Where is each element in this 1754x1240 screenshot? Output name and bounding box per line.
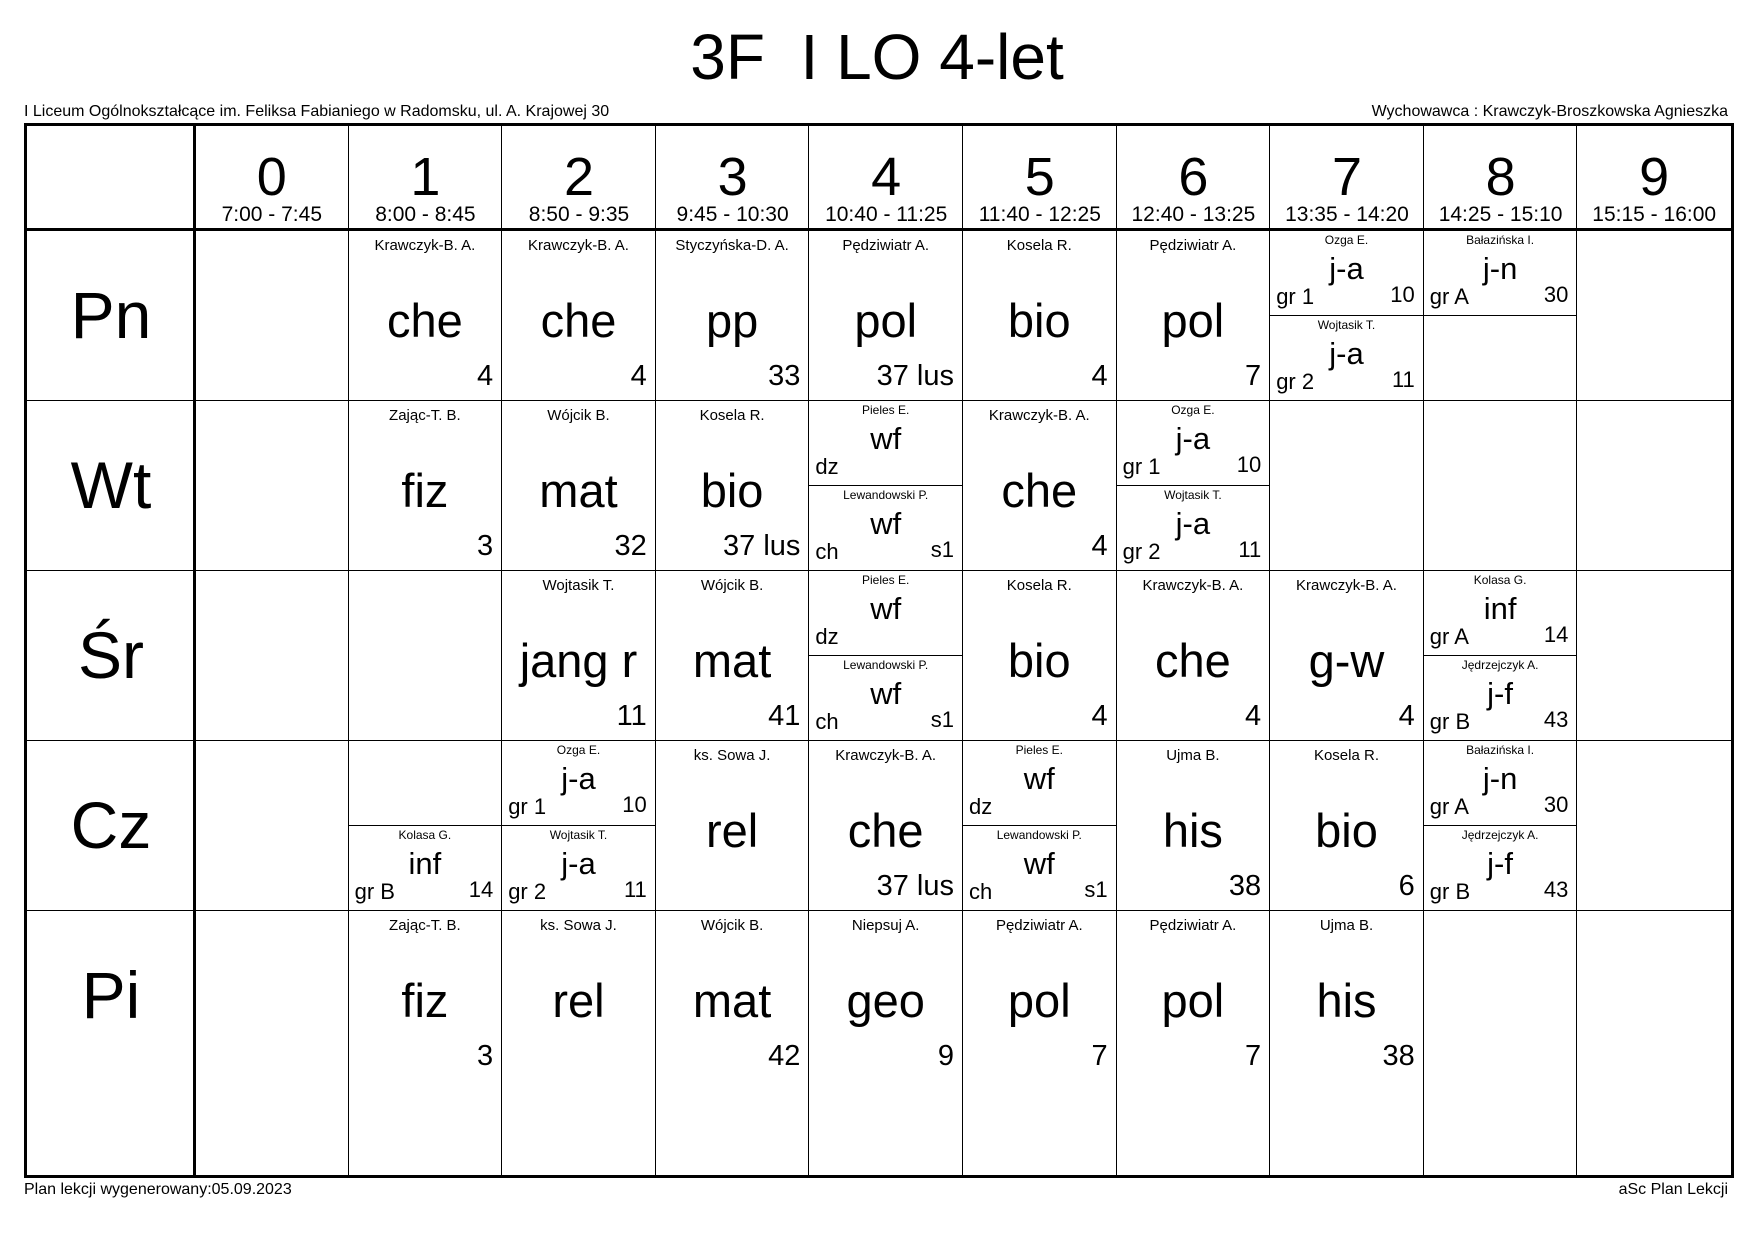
subject-label: his bbox=[1316, 974, 1377, 1027]
room-number: 30 bbox=[1543, 792, 1569, 817]
teacher-name: Wojtasik T. bbox=[549, 828, 608, 842]
lesson-cell[interactable] bbox=[1117, 570, 1270, 740]
room-number: 4 bbox=[1398, 700, 1415, 732]
teacher-name: Pieles E. bbox=[1015, 743, 1063, 757]
subject-label: rel bbox=[552, 974, 605, 1027]
period-time: 14:25 - 15:10 bbox=[1438, 203, 1563, 226]
lesson-cell[interactable] bbox=[502, 400, 655, 570]
teacher-name: Krawczyk-B. A. bbox=[1142, 577, 1244, 594]
subject-label: che bbox=[387, 294, 463, 347]
period-time: 7:00 - 7:45 bbox=[221, 203, 322, 226]
room-number: 9 bbox=[937, 1040, 954, 1072]
group-label: gr 1 bbox=[1122, 454, 1161, 479]
room-number: s1 bbox=[930, 537, 954, 562]
subject-label: fiz bbox=[401, 464, 449, 517]
period-header bbox=[656, 126, 810, 230]
lesson-cell[interactable] bbox=[1117, 740, 1270, 910]
lesson-cell[interactable] bbox=[963, 910, 1116, 1080]
subject-label: che bbox=[540, 294, 617, 347]
room-number: 4 bbox=[1091, 530, 1108, 562]
subject-label: che bbox=[1155, 634, 1231, 687]
period-time: 12:40 - 13:25 bbox=[1131, 203, 1256, 226]
teacher-name: Bałazińska I. bbox=[1466, 743, 1535, 757]
room-number: 38 bbox=[1382, 1040, 1415, 1072]
teacher-name: Kolasa G. bbox=[398, 828, 452, 842]
subject-label: g-w bbox=[1308, 634, 1385, 687]
room-number: 11 bbox=[1391, 367, 1415, 392]
lesson-cell-half[interactable] bbox=[963, 740, 1116, 825]
room-number: 14 bbox=[1543, 622, 1569, 647]
teacher-name: Zając-T. B. bbox=[389, 917, 461, 934]
teacher-name: Pędziwiatr A. bbox=[842, 237, 930, 254]
teacher-name: Pędziwiatr A. bbox=[1149, 917, 1237, 934]
subject-label: che bbox=[847, 804, 924, 857]
period-time: 8:00 - 8:45 bbox=[375, 203, 476, 226]
period-number: 6 bbox=[1178, 147, 1209, 207]
group-label: gr 2 bbox=[1122, 539, 1161, 564]
period-number: 1 bbox=[410, 147, 441, 207]
lesson-cell[interactable] bbox=[349, 400, 502, 570]
subject-label: bio bbox=[1007, 294, 1071, 347]
lesson-cell[interactable] bbox=[809, 740, 962, 910]
subject-label: fiz bbox=[401, 974, 449, 1027]
period-number: 9 bbox=[1639, 147, 1670, 207]
room-number: 43 bbox=[1543, 877, 1569, 902]
lesson-cell[interactable] bbox=[502, 570, 655, 740]
period-number: 4 bbox=[871, 147, 902, 207]
teacher-name: Pędziwiatr A. bbox=[995, 917, 1083, 934]
room-number: 43 bbox=[1543, 707, 1569, 732]
lesson-cell[interactable] bbox=[656, 910, 809, 1080]
subject-label: pol bbox=[1161, 294, 1225, 347]
lesson-cell-half[interactable] bbox=[1117, 400, 1270, 485]
teacher-name: Wójcik B. bbox=[700, 917, 764, 934]
subject-label: j-a bbox=[1175, 421, 1211, 456]
period-number: 8 bbox=[1485, 147, 1516, 207]
lesson-cell[interactable] bbox=[809, 910, 962, 1080]
room-number: 37 lus bbox=[876, 870, 954, 902]
group-label: gr A bbox=[1429, 284, 1469, 309]
day-label: Śr bbox=[78, 618, 144, 692]
lesson-cell[interactable] bbox=[349, 230, 502, 400]
lesson-cell-half[interactable] bbox=[1424, 570, 1577, 655]
lesson-cell[interactable] bbox=[1117, 230, 1270, 400]
lesson-cell[interactable] bbox=[656, 570, 809, 740]
lesson-cell[interactable] bbox=[1270, 570, 1423, 740]
lesson-cell[interactable] bbox=[963, 570, 1116, 740]
lesson-cell-half[interactable] bbox=[1270, 315, 1423, 400]
lesson-cell[interactable] bbox=[963, 400, 1116, 570]
subject-label: j-n bbox=[1482, 251, 1518, 286]
lesson-cell[interactable] bbox=[502, 230, 655, 400]
period-header bbox=[1577, 126, 1731, 230]
group-label: gr B bbox=[1429, 709, 1471, 734]
room-number: 30 bbox=[1543, 282, 1569, 307]
lesson-cell-half[interactable] bbox=[1270, 230, 1423, 315]
subject-label: pp bbox=[705, 294, 759, 347]
teacher-name: Kosela R. bbox=[1313, 747, 1379, 764]
room-number: 10 bbox=[1390, 282, 1415, 307]
day-label: Wt bbox=[70, 448, 152, 522]
group-label: gr 1 bbox=[1276, 284, 1315, 309]
subject-label: wf bbox=[870, 676, 902, 711]
room-number: 6 bbox=[1398, 870, 1415, 902]
subject-label: mat bbox=[692, 634, 772, 687]
teacher-name: Ujma B. bbox=[1166, 747, 1220, 764]
period-time: 9:45 - 10:30 bbox=[676, 203, 789, 226]
period-header bbox=[502, 126, 656, 230]
room-number: 14 bbox=[468, 877, 494, 902]
teacher-name: Ozga E. bbox=[1171, 403, 1215, 417]
period-header bbox=[1117, 126, 1271, 230]
split-divider bbox=[1424, 315, 1577, 316]
teacher-name: Wojtasik T. bbox=[1317, 318, 1376, 332]
room-number: 4 bbox=[1091, 700, 1108, 732]
period-header bbox=[195, 126, 349, 230]
subject-label: pol bbox=[854, 294, 918, 347]
teacher-name: Lewandowski P. bbox=[996, 828, 1082, 842]
room-number: 10 bbox=[622, 792, 647, 817]
room-number: 38 bbox=[1228, 870, 1262, 902]
room-number: 4 bbox=[1091, 360, 1108, 392]
group-label: gr 1 bbox=[508, 794, 547, 819]
teacher-name: Kosela R. bbox=[699, 407, 765, 424]
subject-label: inf bbox=[1483, 591, 1517, 626]
subject-label: j-a bbox=[561, 761, 596, 796]
group-label: gr 2 bbox=[1276, 369, 1315, 394]
period-number: 2 bbox=[563, 147, 594, 207]
group-label: ch bbox=[815, 539, 839, 564]
lesson-cell-half[interactable] bbox=[809, 485, 962, 570]
room-number: 10 bbox=[1236, 452, 1262, 477]
room-number: 37 lus bbox=[876, 360, 954, 392]
subject-label: bio bbox=[1007, 634, 1071, 687]
subject-label: mat bbox=[692, 974, 772, 1027]
day-label: Cz bbox=[70, 788, 152, 862]
teacher-name: Kolasa G. bbox=[1473, 573, 1527, 587]
teacher-name: Wójcik B. bbox=[547, 407, 610, 424]
subject-label: inf bbox=[408, 846, 442, 881]
period-number: 5 bbox=[1024, 147, 1055, 207]
teacher-name: Kosela R. bbox=[1006, 237, 1072, 254]
subject-label: che bbox=[1001, 464, 1078, 517]
teacher-name: Krawczyk-B. A. bbox=[374, 237, 476, 254]
period-time: 10:40 - 11:25 bbox=[825, 203, 948, 226]
room-number: 3 bbox=[477, 530, 494, 562]
teacher-name: Wojtasik T. bbox=[1164, 488, 1222, 502]
group-label: gr A bbox=[1429, 624, 1469, 649]
lesson-cell[interactable] bbox=[963, 230, 1116, 400]
subject-label: bio bbox=[1315, 804, 1378, 857]
teacher-name: Pieles E. bbox=[862, 403, 910, 417]
room-number: s1 bbox=[930, 707, 954, 732]
subject-label: j-f bbox=[1487, 676, 1513, 711]
period-header bbox=[1270, 126, 1424, 230]
teacher-name: Lewandowski P. bbox=[843, 488, 929, 502]
lesson-cell-half[interactable] bbox=[1424, 740, 1577, 825]
lesson-cell-half[interactable] bbox=[1424, 825, 1577, 910]
class-tutor: Wychowawca : Krawczyk-Broszkowska Agnieszka bbox=[1371, 103, 1728, 120]
page-title: 3F I LO 4-let bbox=[690, 21, 1064, 93]
group-label: dz bbox=[969, 794, 993, 819]
teacher-name: Wójcik B. bbox=[700, 577, 764, 594]
period-time: 11:40 - 12:25 bbox=[978, 203, 1101, 226]
room-number: 7 bbox=[1245, 360, 1262, 392]
room-number: 3 bbox=[477, 1040, 494, 1072]
teacher-name: Jędrzejczyk A. bbox=[1461, 828, 1539, 842]
subject-label: wf bbox=[870, 591, 902, 626]
teacher-name: Jędrzejczyk A. bbox=[1461, 658, 1539, 672]
timetable-grid bbox=[24, 123, 1734, 1178]
teacher-name: Styczyńska-D. A. bbox=[675, 237, 789, 254]
subject-label: wf bbox=[870, 421, 902, 456]
period-header bbox=[809, 126, 963, 230]
subject-label: j-a bbox=[1329, 251, 1364, 286]
room-number: 42 bbox=[768, 1040, 801, 1072]
subject-label: wf bbox=[1023, 846, 1055, 881]
subject-label: wf bbox=[1023, 761, 1055, 796]
teacher-name: Bałazińska I. bbox=[1466, 233, 1535, 247]
school-name: I Liceum Ogólnokształcące im. Feliksa Fabianiego w Radomsku, ul. A. Krajowej 30 bbox=[24, 103, 610, 120]
room-number: 11 bbox=[1238, 537, 1262, 562]
subject-label: j-n bbox=[1482, 761, 1518, 796]
teacher-name: ks. Sowa J. bbox=[540, 917, 617, 934]
teacher-name: Krawczyk-B. A. bbox=[835, 747, 937, 764]
teacher-name: Krawczyk-B. A. bbox=[1296, 577, 1397, 594]
lesson-cell-half[interactable] bbox=[502, 740, 655, 825]
subject-label: j-a bbox=[561, 846, 596, 881]
subject-label: geo bbox=[846, 974, 925, 1027]
lesson-cell-half[interactable] bbox=[1424, 230, 1577, 315]
teacher-name: Wojtasik T. bbox=[542, 577, 615, 594]
period-header bbox=[1424, 126, 1578, 230]
room-number: 41 bbox=[768, 700, 801, 732]
subject-label: j-a bbox=[1329, 336, 1364, 371]
teacher-name: Pieles E. bbox=[862, 573, 910, 587]
group-label: dz bbox=[815, 624, 839, 649]
subject-label: mat bbox=[539, 464, 618, 517]
period-number: 7 bbox=[1331, 147, 1362, 207]
lesson-cell[interactable] bbox=[1270, 740, 1423, 910]
subject-label: wf bbox=[870, 506, 902, 541]
subject-label: bio bbox=[700, 464, 764, 517]
room-number: 32 bbox=[614, 530, 647, 562]
teacher-name: Ozga E. bbox=[1324, 233, 1369, 247]
lesson-cell-half[interactable] bbox=[349, 825, 502, 910]
room-number: 33 bbox=[768, 360, 801, 392]
lesson-cell-half[interactable] bbox=[809, 655, 962, 740]
teacher-name: ks. Sowa J. bbox=[693, 747, 771, 764]
room-number: 4 bbox=[630, 360, 647, 392]
room-number: 4 bbox=[477, 360, 494, 392]
group-label: ch bbox=[815, 709, 839, 734]
period-number: 3 bbox=[717, 147, 748, 207]
generator-name: aSc Plan Lekcji bbox=[1618, 1181, 1728, 1198]
lesson-cell[interactable] bbox=[349, 910, 502, 1080]
subject-label: jang r bbox=[519, 634, 638, 687]
group-label: dz bbox=[815, 454, 839, 479]
lesson-cell[interactable] bbox=[656, 230, 809, 400]
teacher-name: Krawczyk-B. A. bbox=[528, 237, 629, 254]
teacher-name: Krawczyk-B. A. bbox=[988, 407, 1090, 424]
subject-label: his bbox=[1162, 804, 1223, 857]
teacher-name: Ozga E. bbox=[556, 743, 601, 757]
room-number: 37 lus bbox=[723, 530, 801, 562]
room-number: 11 bbox=[623, 877, 647, 902]
lesson-cell[interactable] bbox=[656, 740, 809, 910]
group-label: gr B bbox=[354, 879, 395, 904]
lesson-cell-half[interactable] bbox=[1117, 485, 1270, 570]
teacher-name: Lewandowski P. bbox=[843, 658, 929, 672]
room-number: 4 bbox=[1245, 700, 1262, 732]
generated-date: Plan lekcji wygenerowany:05.09.2023 bbox=[24, 1181, 292, 1198]
room-number: 7 bbox=[1091, 1040, 1108, 1072]
lesson-cell-half[interactable] bbox=[502, 825, 655, 910]
lesson-cell[interactable] bbox=[1270, 910, 1423, 1080]
teacher-name: Kosela R. bbox=[1006, 577, 1072, 594]
room-number: 11 bbox=[616, 700, 647, 732]
lesson-cell-half[interactable] bbox=[963, 825, 1116, 910]
lesson-cell[interactable] bbox=[809, 230, 962, 400]
lesson-cell-half[interactable] bbox=[809, 570, 962, 655]
group-label: gr A bbox=[1429, 794, 1469, 819]
period-time: 8:50 - 9:35 bbox=[528, 203, 630, 226]
room-number: s1 bbox=[1084, 877, 1108, 902]
period-header bbox=[349, 126, 503, 230]
subject-label: rel bbox=[705, 804, 759, 857]
day-label: Pi bbox=[81, 958, 141, 1032]
group-label: gr B bbox=[1429, 879, 1471, 904]
day-label: Pn bbox=[70, 278, 152, 352]
subject-label: j-f bbox=[1487, 846, 1513, 881]
group-label: ch bbox=[969, 879, 993, 904]
lesson-cell[interactable] bbox=[502, 910, 655, 1080]
subject-label: j-a bbox=[1175, 506, 1211, 541]
period-number: 0 bbox=[256, 147, 287, 207]
teacher-name: Ujma B. bbox=[1319, 917, 1374, 934]
teacher-name: Zając-T. B. bbox=[389, 407, 461, 424]
teacher-name: Pędziwiatr A. bbox=[1149, 237, 1237, 254]
lesson-cell-half[interactable] bbox=[809, 400, 962, 485]
period-time: 13:35 - 14:20 bbox=[1285, 203, 1409, 226]
period-time: 15:15 - 16:00 bbox=[1592, 203, 1717, 226]
period-header bbox=[963, 126, 1117, 230]
lesson-cell[interactable] bbox=[656, 400, 809, 570]
subject-label: pol bbox=[1161, 974, 1225, 1027]
subject-label: pol bbox=[1007, 974, 1071, 1027]
lesson-cell[interactable] bbox=[1117, 910, 1270, 1080]
lesson-cell-half[interactable] bbox=[1424, 655, 1577, 740]
room-number: 7 bbox=[1245, 1040, 1262, 1072]
teacher-name: Niepsuj A. bbox=[851, 917, 920, 934]
group-label: gr 2 bbox=[508, 879, 547, 904]
